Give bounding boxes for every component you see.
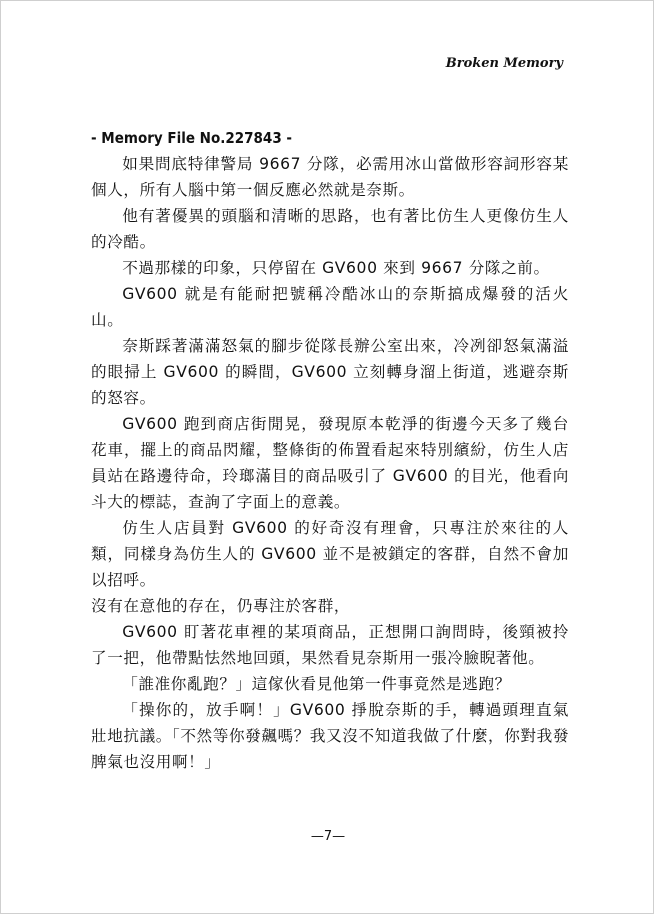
paragraph-9: GV600 盯著花車裡的某項商品，正想開口詢問時，後頸被拎了一把，他帶點怯然地回頭，果然看見奈斯用一張冷臉睨著他。: [91, 623, 569, 667]
running-header-title: Broken Memory: [445, 56, 563, 71]
body-text: [91, 125, 569, 775]
header-divider: [91, 83, 569, 84]
paragraph-8: 沒有在意他的存在，仍專注於客群，: [91, 597, 351, 615]
paragraph-4: GV600 就是有能耐把號稱冷酷冰山的奈斯搞成爆發的活火山。: [91, 285, 569, 329]
paragraph-6: GV600 跑到商店街閒晃，發現原本乾淨的街邊今天多了幾台花車，擺上的商品閃耀，整條街的佈置看起來特別繽紛，仿生人店員站在路邊待命，玲瑯滿目的商品吸引了 GV600 的目光，他看向斗大的標誌，查詢了字面上的意義。: [91, 415, 569, 511]
page-number: —7—: [310, 829, 346, 844]
paragraph-1: 如果問底特律警局 9667 分隊，必需用冰山當做形容詞形容某個人，所有人腦中第一個反應必然就是奈斯。: [91, 155, 569, 199]
memory-file-title: - Memory File No.227843 -: [91, 129, 293, 147]
paragraph-11: 「操你的，放手啊！」GV600 掙脫奈斯的手，轉過頭理直氣壯地抗議。「不然等你發飆嗎？我又沒不知道我做了什麼，你對我發脾氣也沒用啊！」: [91, 701, 570, 771]
paragraph-10: 「誰准你亂跑？」這傢伙看見他第一件事竟然是逃跑？: [122, 675, 511, 693]
paragraph-7: 仿生人店員對 GV600 的好奇沒有理會，只專注於來往的人類，同樣身為仿生人的 GV600 並不是被鎖定的客群，自然不會加以招呼。: [91, 519, 569, 589]
paragraph-2: 他有著優異的頭腦和清晰的思路，也有著比仿生人更像仿生人的冷酷。: [91, 207, 569, 251]
paragraph-3: 不過那樣的印象，只停留在 GV600 來到 9667 分隊之前。: [122, 259, 550, 277]
paragraph-5: 奈斯踩著滿滿怒氣的腳步從隊長辦公室出來，冷冽卻怒氣滿溢的眼掃上 GV600 的瞬間，GV600 立刻轉身溜上街道，逃避奈斯的怒容。: [91, 337, 569, 407]
